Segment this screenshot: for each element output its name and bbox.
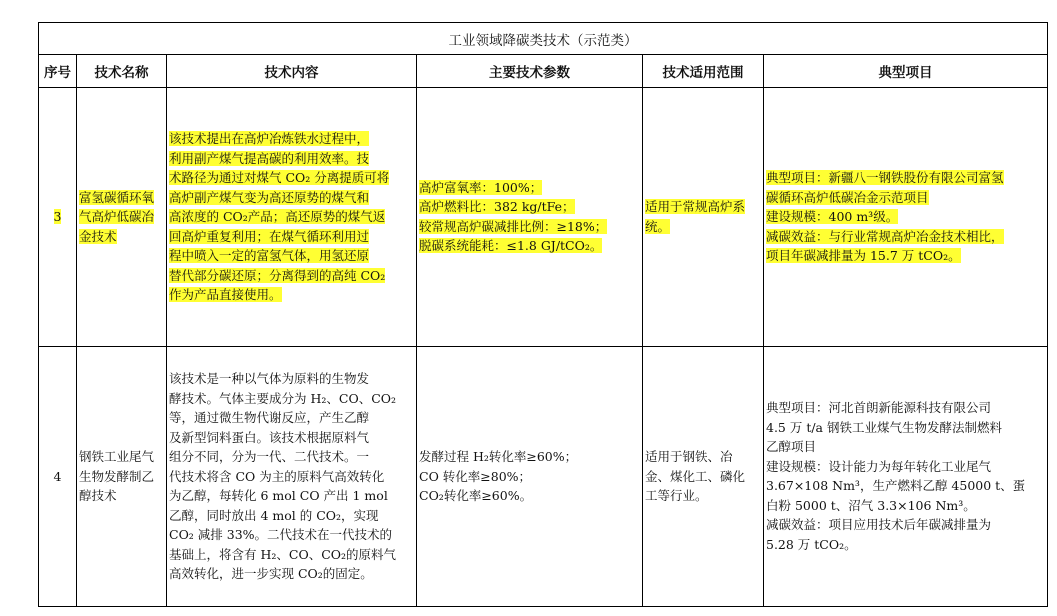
line-text: 替代部分碳还原；分离得到的高纯 CO₂ — [169, 267, 386, 283]
text-line — [766, 457, 1045, 477]
line-text: 典型项目：河北首朗新能源科技有限公司 — [766, 400, 992, 416]
line-text: 金、煤化工、磷化 — [645, 468, 746, 484]
text-line — [169, 525, 414, 545]
text-line — [169, 389, 414, 409]
text-line — [419, 197, 640, 217]
line-text: 组分不同，分为一代、二代技术。一 — [169, 449, 370, 465]
text-line — [79, 227, 164, 247]
text-line — [169, 564, 414, 584]
line-text: 发酵过程 H₂转化率≥60%； — [419, 449, 578, 465]
table-row — [39, 88, 1048, 346]
line-text: 减碳效益：项目应用技术后年碳减排量为 — [766, 517, 992, 533]
line-text: 减碳效益：与行业常规高炉冶金技术相比， — [766, 228, 1004, 244]
line-text: 建设规模：400 m³级。 — [766, 209, 899, 225]
header-name: 技术名称 — [77, 55, 167, 88]
line-text: 作为产品直接使用。 — [169, 287, 282, 303]
line-text: CO₂转化率≥60%。 — [419, 488, 533, 504]
line-text: 基础上，将含有 H₂、CO、CO₂的原料气 — [169, 546, 397, 562]
text-line — [419, 178, 640, 198]
line-text: 5.28 万 tCO₂。 — [766, 536, 857, 552]
table-row — [39, 346, 1048, 606]
text-line — [169, 408, 414, 428]
cell-project — [764, 346, 1048, 606]
line-text: 高浓度的 CO₂产品；高还原势的煤气返 — [169, 209, 386, 225]
text-line — [169, 129, 414, 149]
text-line — [79, 447, 164, 467]
header-params: 主要技术参数 — [417, 55, 643, 88]
text-line — [79, 467, 164, 487]
line-text: 利用副产煤气提高碳的利用效率。技 — [169, 150, 370, 166]
text-line — [169, 447, 414, 467]
text-line — [79, 207, 164, 227]
cell-name — [77, 346, 167, 606]
line-text: 典型项目：新疆八一钢铁股份有限公司富氢 — [766, 170, 1004, 186]
line-text: 较常规高炉碳减排比例：≥18%； — [419, 218, 608, 234]
cell-params — [417, 88, 643, 346]
line-text: 等，通过微生物代谢反应，产生乙醇 — [169, 410, 370, 426]
text-line — [766, 246, 1045, 266]
line-text: 乙醇项目 — [766, 439, 817, 455]
text-line — [169, 246, 414, 266]
text-line — [169, 467, 414, 487]
line-text: 富氢碳循环氧 — [79, 189, 155, 205]
line-text: 及新型饲料蛋白。该技术根据原料气 — [169, 429, 370, 445]
line-text: CO₂ 减排 33%。二代技术在一代技术的 — [169, 527, 393, 543]
text-line — [766, 227, 1045, 247]
line-text: 白粉 5000 t、沼气 3.3×106 Nm³。 — [766, 497, 976, 513]
line-text: 醇技术 — [79, 488, 117, 504]
text-line — [169, 545, 414, 565]
text-line — [169, 227, 414, 247]
line-text: 气高炉低碳冶 — [79, 209, 155, 225]
line-text: 为乙醇，每转化 6 mol CO 产出 1 mol — [169, 488, 388, 504]
cell-no — [39, 88, 77, 346]
line-text: 乙醇，同时放出 4 mol 的 CO₂，实现 — [169, 507, 379, 523]
cell-scope — [643, 88, 764, 346]
text-line — [766, 168, 1045, 188]
cell-name — [77, 88, 167, 346]
line-text: 项目年碳减排量为 15.7 万 tCO₂。 — [766, 248, 961, 264]
line-text: 3.67×108 Nm³，生产燃料乙醇 45000 t、蛋 — [766, 478, 1026, 494]
cell-project — [764, 88, 1048, 346]
line-text: 高效转化，进一步实现 CO₂的固定。 — [169, 566, 373, 582]
text-line — [169, 506, 414, 526]
line-text: 代技术将含 CO 为主的原料气高效转化 — [169, 468, 385, 484]
cell-content — [167, 346, 417, 606]
text-line — [169, 428, 414, 448]
line-text: 金技术 — [79, 228, 117, 244]
row-number: 4 — [53, 468, 62, 484]
line-text: 脱碳系统能耗：≤1.8 GJ/tCO₂。 — [419, 238, 603, 254]
text-line — [766, 418, 1045, 438]
line-text: 高炉副产煤气变为高还原势的煤气和 — [169, 189, 370, 205]
line-text: 适用于常规高炉系 — [645, 199, 746, 215]
line-text: 适用于钢铁、冶 — [645, 449, 733, 465]
line-text: 高炉富氧率：100%； — [419, 179, 543, 195]
text-line — [419, 236, 640, 256]
line-text: 回高炉重复利用；在煤气循环利用过 — [169, 228, 370, 244]
cell-no — [39, 346, 77, 606]
table-title: 工业领域降碳类技术（示范类） — [39, 23, 1048, 55]
line-text: 4.5 万 t/a 钢铁工业煤气生物发酵法制燃料 — [766, 419, 1002, 435]
text-line — [766, 437, 1045, 457]
text-line — [766, 188, 1045, 208]
text-line — [169, 266, 414, 286]
text-line — [645, 197, 761, 217]
line-text: 生物发酵制乙 — [79, 468, 155, 484]
cell-params — [417, 346, 643, 606]
text-line — [645, 217, 761, 237]
text-line — [766, 207, 1045, 227]
text-line — [766, 476, 1045, 496]
text-line — [766, 398, 1045, 418]
text-line — [79, 486, 164, 506]
line-text: 程中喷入一定的富氢气体，用氢还原 — [169, 248, 370, 264]
line-text: 建设规模：设计能力为每年转化工业尾气 — [766, 458, 992, 474]
text-line — [766, 496, 1045, 516]
cell-content — [167, 88, 417, 346]
text-line — [419, 467, 640, 487]
text-line — [766, 535, 1045, 555]
header-project: 典型项目 — [764, 55, 1048, 88]
text-line — [419, 486, 640, 506]
line-text: 该技术提出在高炉冶炼铁水过程中， — [169, 131, 370, 147]
header-content: 技术内容 — [167, 55, 417, 88]
text-line — [169, 149, 414, 169]
line-text: 该技术是一种以气体为原料的生物发 — [169, 371, 370, 387]
header-scope: 技术适用范围 — [643, 55, 764, 88]
text-line — [79, 188, 164, 208]
text-line — [645, 447, 761, 467]
text-line — [766, 515, 1045, 535]
line-text: CO 转化率≥80%； — [419, 468, 532, 484]
text-line — [169, 188, 414, 208]
header-row — [39, 55, 1048, 88]
line-text: 酵技术。气体主要成分为 H₂、CO、CO₂ — [169, 390, 397, 406]
text-line — [169, 285, 414, 305]
line-text: 术路径为通过对煤气 CO₂ 分离提质可将 — [169, 170, 390, 186]
row-number: 3 — [53, 209, 62, 225]
text-line — [169, 486, 414, 506]
text-line — [645, 467, 761, 487]
text-line — [169, 369, 414, 389]
line-text: 钢铁工业尾气 — [79, 449, 155, 465]
line-text: 高炉燃料比：382 kg/tFe； — [419, 199, 575, 215]
line-text: 碳循环高炉低碳冶金示范项目 — [766, 189, 929, 205]
tech-table — [38, 22, 1048, 607]
cell-scope — [643, 346, 764, 606]
line-text: 工等行业。 — [645, 488, 708, 504]
line-text: 统。 — [645, 218, 671, 234]
text-line — [169, 168, 414, 188]
text-line — [419, 447, 640, 467]
text-line — [169, 207, 414, 227]
header-no: 序号 — [39, 55, 77, 88]
text-line — [419, 217, 640, 237]
text-line — [645, 486, 761, 506]
